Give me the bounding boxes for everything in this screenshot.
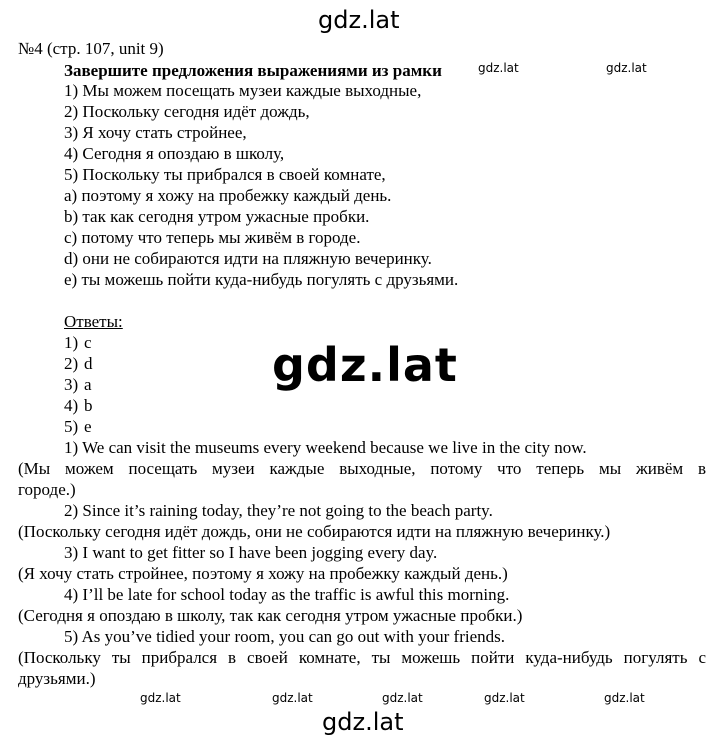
sentence-translation: (Поскольку сегодня идёт дождь, они не собираются идти на пляжную вечеринку.) bbox=[18, 522, 611, 541]
answer-letter: c bbox=[84, 333, 92, 352]
watermark-bottom: gdz.lat bbox=[322, 708, 404, 736]
list-item: 5) Поскольку ты прибрался в своей комнате, bbox=[64, 165, 386, 184]
list-item: 4) Сегодня я опоздаю в школу, bbox=[64, 144, 285, 163]
list-item: d) они не собираются идти на пляжную вечеринку. bbox=[64, 249, 432, 268]
list-item: a) поэтому я хожу на пробежку каждый день. bbox=[64, 186, 392, 205]
sentence-english: 3) I want to get fitter so I have been jogging every day. bbox=[64, 543, 438, 562]
sentence-translation: (Поскольку ты прибрался в своей комнате, ты можешь пойти куда-нибудь погулять с bbox=[18, 648, 706, 667]
answers-label: Ответы: bbox=[64, 312, 123, 331]
watermark-small: gdz.lat bbox=[272, 691, 313, 705]
answer-number: 5) bbox=[64, 417, 79, 436]
answer-row bbox=[64, 416, 92, 437]
watermark-small: gdz.lat bbox=[478, 61, 519, 75]
watermark-small: gdz.lat bbox=[604, 691, 645, 705]
answer-row bbox=[64, 332, 92, 353]
answer-row bbox=[64, 374, 92, 395]
watermark-center: gdz.lat bbox=[272, 338, 458, 392]
answer-letter: d bbox=[84, 354, 93, 373]
watermark-top: gdz.lat bbox=[318, 6, 400, 34]
exercise-header: №4 (стр. 107, unit 9) bbox=[18, 39, 164, 58]
sentence-translation: (Мы можем посещать музеи каждые выходные, потому что теперь мы живём в bbox=[18, 459, 706, 478]
list-item: e) ты можешь пойти куда-нибудь погулять с друзьями. bbox=[64, 270, 459, 289]
sentence-english: 5) As you’ve tidied your room, you can go out with your friends. bbox=[64, 627, 505, 646]
answer-letter: b bbox=[84, 396, 93, 415]
watermark-small: gdz.lat bbox=[382, 691, 423, 705]
answer-row bbox=[64, 395, 93, 416]
list-item: 3) Я хочу стать стройнее, bbox=[64, 123, 247, 142]
sentence-english: 1) We can visit the museums every weekend because we live in the city now. bbox=[64, 438, 587, 457]
answer-letter: e bbox=[84, 417, 92, 436]
sentence-translation: друзьями.) bbox=[18, 669, 96, 688]
list-item: c) потому что теперь мы живём в городе. bbox=[64, 228, 361, 247]
answer-number: 4) bbox=[64, 396, 79, 415]
list-item: 2) Поскольку сегодня идёт дождь, bbox=[64, 102, 310, 121]
watermark-small: gdz.lat bbox=[606, 61, 647, 75]
answer-row bbox=[64, 353, 93, 374]
watermark-small: gdz.lat bbox=[140, 691, 181, 705]
sentence-translation: (Я хочу стать стройнее, поэтому я хожу на пробежку каждый день.) bbox=[18, 564, 508, 583]
instruction: Завершите предложения выражениями из рамки bbox=[64, 61, 442, 80]
watermark-small: gdz.lat bbox=[484, 691, 525, 705]
answer-number: 1) bbox=[64, 333, 79, 352]
sentence-english: 2) Since it’s raining today, they’re not going to the beach party. bbox=[64, 501, 493, 520]
sentence-translation: (Сегодня я опоздаю в школу, так как сегодня утром ужасные пробки.) bbox=[18, 606, 523, 625]
sentence-translation: городе.) bbox=[18, 480, 76, 499]
sentence-english: 4) I’ll be late for school today as the traffic is awful this morning. bbox=[64, 585, 510, 604]
answer-number: 3) bbox=[64, 375, 79, 394]
list-item: b) так как сегодня утром ужасные пробки. bbox=[64, 207, 370, 226]
list-item: 1) Мы можем посещать музеи каждые выходные, bbox=[64, 81, 422, 100]
answer-letter: a bbox=[84, 375, 92, 394]
answer-number: 2) bbox=[64, 354, 79, 373]
